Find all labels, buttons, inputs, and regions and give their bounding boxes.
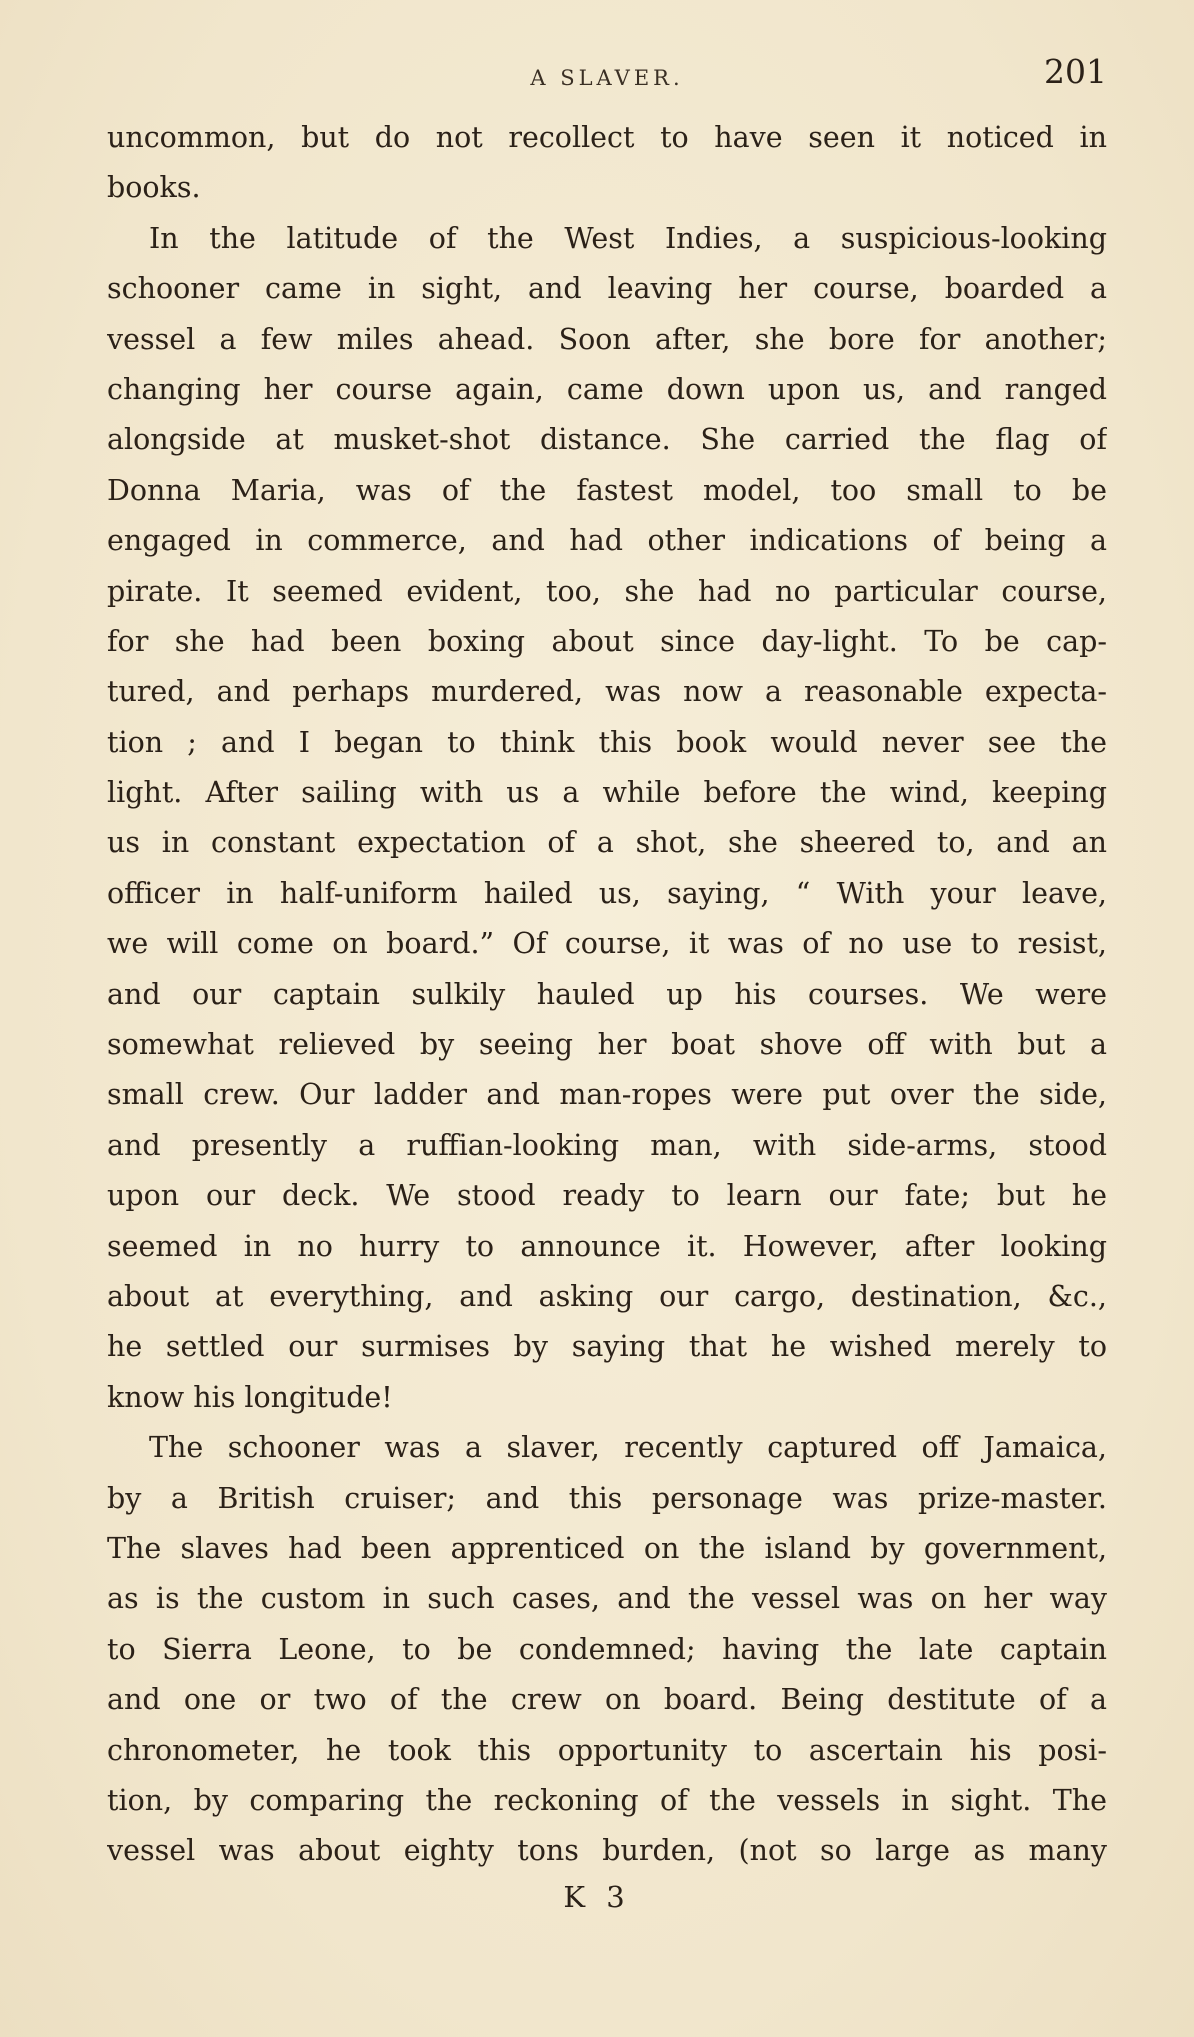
text-line: to Sierra Leone, to be condemned; having the late captain [107,1632,1107,1666]
text-line: The slaves had been apprenticed on the island by government, [107,1531,1107,1565]
text-line: upon our deck. We stood ready to learn our fate; but he [107,1179,1107,1213]
text-line: somewhat relieved by seeing her boat shove off with but a [107,1028,1107,1062]
text-line: alongside at musket-shot distance. She carried the flag of [107,423,1107,457]
text-line: small crew. Our ladder and man-ropes were put over the side, [107,1078,1107,1112]
text-line: Donna Maria, was of the fastest model, too small to be [107,473,1107,507]
text-line: chronometer, he took this opportunity to ascertain his posi- [107,1733,1107,1767]
running-title: A SLAVER. [530,66,684,90]
text-line: books. [107,171,201,205]
text-line: seemed in no hurry to announce it. However, after looking [107,1229,1107,1263]
text-line: schooner came in sight, and leaving her course, boarded a [107,272,1107,306]
text-line: he settled our surmises by saying that he wished merely to [107,1330,1107,1364]
text-line: tured, and perhaps murdered, was now a reasonable expecta- [107,675,1107,709]
text-line: engaged in commerce, and had other indications of being a [107,524,1107,558]
text-line: and one or two of the crew on board. Being destitute of a [107,1683,1107,1717]
text-line: about at everything, and asking our cargo, destination, &c., [107,1279,1107,1313]
text-line: officer in half-uniform hailed us, saying, “ With your leave, [107,876,1107,910]
text-line: we will come on board.” Of course, it was of no use to resist, [107,927,1107,961]
signature-mark: K 3 [563,1880,631,1914]
text-line: us in constant expectation of a shot, she sheered to, and an [107,826,1107,860]
text-line: and presently a ruffian-looking man, with side-arms, stood [107,1128,1107,1162]
text-line: light. After sailing with us a while before the wind, keeping [107,776,1107,810]
text-line: tion, by comparing the reckoning of the vessels in sight. The [107,1783,1107,1817]
text-line: pirate. It seemed evident, too, she had no particular course, [107,574,1107,608]
page-number: 201 [1044,52,1107,91]
text-line: for she had been boxing about since day-light. To be cap- [107,624,1107,658]
text-line: uncommon, but do not recollect to have seen it noticed in [107,121,1107,154]
text-line: The schooner was a slaver, recently captured off Jamaica, [149,1431,1107,1465]
running-head [107,52,1107,102]
text-line: vessel a few miles ahead. Soon after, she bore for another; [107,322,1107,356]
body-text [107,113,1107,1877]
text-line: know his longitude! [107,1380,393,1414]
text-line: changing her course again, came down upon us, and ranged [107,372,1107,406]
text-line: In the latitude of the West Indies, a suspicious-looking [149,221,1107,255]
text-line: as is the custom in such cases, and the vessel was on her way [107,1582,1107,1616]
text-line: tion ; and I began to think this book would never see the [107,725,1107,759]
text-line: by a British cruiser; and this personage was prize-master. [107,1481,1107,1515]
text-line: and our captain sulkily hauled up his courses. We were [107,977,1107,1011]
text-line: vessel was about eighty tons burden, (not so large as many [107,1834,1107,1868]
